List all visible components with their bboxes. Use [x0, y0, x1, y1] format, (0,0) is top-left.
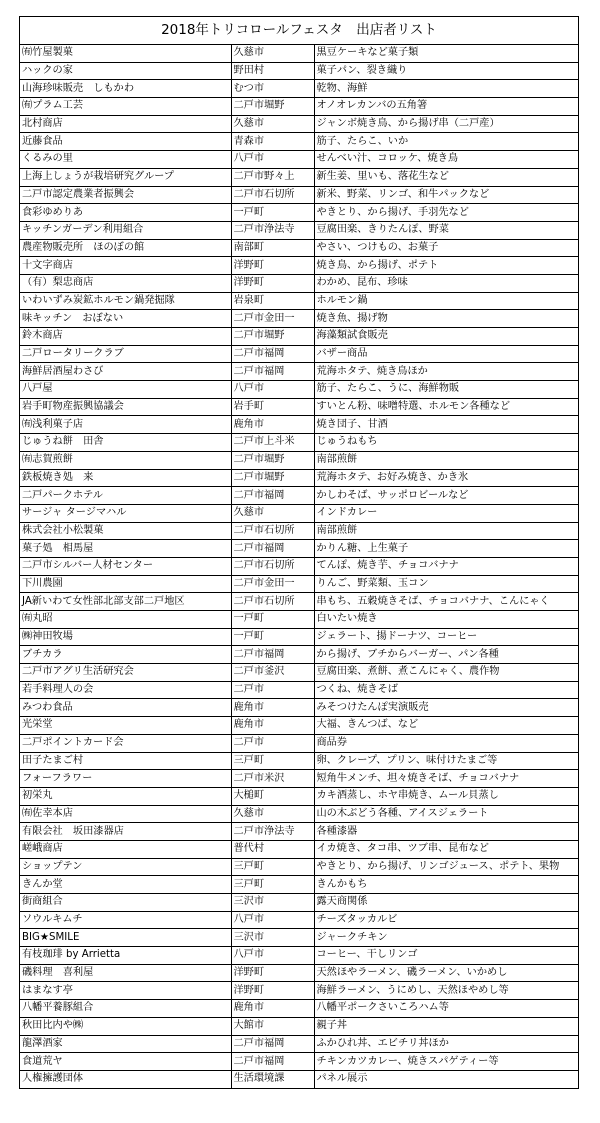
location-cell: 三戸町	[231, 876, 314, 894]
table-row	[20, 717, 578, 735]
products-cell: 親子丼	[314, 1017, 578, 1035]
vendor-name-cell: 秋田比内や㈱	[20, 1017, 231, 1035]
vendor-name-cell: 龍澤酒家	[20, 1035, 231, 1053]
table-row	[20, 1035, 578, 1053]
table-row	[20, 894, 578, 912]
location-cell: 二戸市福岡	[231, 540, 314, 558]
vendor-name-cell: 八幡平養豚組合	[20, 1000, 231, 1018]
products-cell: やきとり、から揚げ、リンゴジュース、ポテト、果物	[314, 858, 578, 876]
location-cell: 二戸市上斗米	[231, 434, 314, 452]
table-row	[20, 469, 578, 487]
location-cell: 洋野町	[231, 964, 314, 982]
table-row	[20, 858, 578, 876]
products-cell: きんかもち	[314, 876, 578, 894]
vendor-name-cell: JA新いわて女性部北部支部二戸地区	[20, 593, 231, 611]
vendor-name-cell: 有枝珈琲 by Arrietta	[20, 947, 231, 965]
location-cell: 生活環境課	[231, 1070, 314, 1087]
location-cell: 岩手町	[231, 398, 314, 416]
vendor-name-cell: 二戸パークホテル	[20, 487, 231, 505]
vendor-name-cell: 北村商店	[20, 115, 231, 133]
location-cell: 二戸市釜沢	[231, 664, 314, 682]
table-row	[20, 310, 578, 328]
vendor-name-cell: フォーフラワー	[20, 770, 231, 788]
products-cell: カキ酒蒸し、ホヤ串焼き、ムール貝蒸し	[314, 787, 578, 805]
products-cell: パネル展示	[314, 1070, 578, 1087]
location-cell: 三沢市	[231, 894, 314, 912]
location-cell: 久慈市	[231, 115, 314, 133]
vendor-name-cell: 近藤食品	[20, 133, 231, 151]
products-cell: 海鮮ラーメン、うにめし、天然ほやめし等	[314, 982, 578, 1000]
location-cell: 二戸市石切所	[231, 557, 314, 575]
table-row	[20, 239, 578, 257]
products-cell: インドカレー	[314, 504, 578, 522]
table-row	[20, 929, 578, 947]
table-row	[20, 45, 578, 62]
products-cell: チーズタッカルビ	[314, 911, 578, 929]
vendor-list-sheet	[19, 16, 579, 1089]
table-row	[20, 363, 578, 381]
table-row	[20, 964, 578, 982]
products-cell: 天然ほやラーメン、磯ラーメン、いかめし	[314, 964, 578, 982]
vendor-name-cell: 山海珍味販売 しもかわ	[20, 80, 231, 98]
vendor-name-cell: 鉄板焼き処 来	[20, 469, 231, 487]
table-row	[20, 699, 578, 717]
location-cell: 久慈市	[231, 504, 314, 522]
vendor-name-cell: ㈲浅利菓子店	[20, 416, 231, 434]
vendor-name-cell: ブチカラ	[20, 646, 231, 664]
location-cell: 二戸市福岡	[231, 345, 314, 363]
vendor-name-cell: 二戸ロータリークラブ	[20, 345, 231, 363]
vendor-name-cell: 食道荒ヤ	[20, 1053, 231, 1071]
location-cell: 岩泉町	[231, 292, 314, 310]
location-cell: 三戸町	[231, 858, 314, 876]
table-row	[20, 982, 578, 1000]
vendor-name-cell: 上海上しょうが栽培研究グループ	[20, 168, 231, 186]
vendor-name-cell: みつわ食品	[20, 699, 231, 717]
vendor-name-cell: ㈲プラム工芸	[20, 98, 231, 116]
table-row	[20, 805, 578, 823]
table-row	[20, 646, 578, 664]
table-row	[20, 151, 578, 169]
table-row	[20, 504, 578, 522]
location-cell: 二戸市石切所	[231, 593, 314, 611]
products-cell: ジャークチキン	[314, 929, 578, 947]
vendor-name-cell: ㈲志賀煎餅	[20, 451, 231, 469]
vendor-name-cell: 農産物販売所 ほのぼの館	[20, 239, 231, 257]
products-cell: 商品券	[314, 734, 578, 752]
vendor-name-cell: きんか堂	[20, 876, 231, 894]
products-cell: すいとん粉、味噌特選、ホルモン各種など	[314, 398, 578, 416]
vendor-name-cell: （有）梨忠商店	[20, 274, 231, 292]
vendor-name-cell: 二戸市アグリ生活研究会	[20, 664, 231, 682]
table-row	[20, 98, 578, 116]
vendor-name-cell: くるみの里	[20, 151, 231, 169]
table-row	[20, 1017, 578, 1035]
location-cell: 久慈市	[231, 45, 314, 62]
vendor-name-cell: ㈲佐幸本店	[20, 805, 231, 823]
location-cell: 二戸市堀野	[231, 328, 314, 346]
table-row	[20, 62, 578, 80]
location-cell: 普代村	[231, 840, 314, 858]
vendor-name-cell: 二戸市シルバー人材センター	[20, 557, 231, 575]
products-cell: バザー商品	[314, 345, 578, 363]
products-cell: 筋子、たらこ、いか	[314, 133, 578, 151]
table-row	[20, 186, 578, 204]
products-cell: てんぽ、焼き芋、チョコバナナ	[314, 557, 578, 575]
vendor-name-cell: 鈴木商店	[20, 328, 231, 346]
location-cell: 二戸市福岡	[231, 1053, 314, 1071]
location-cell: 鹿角市	[231, 717, 314, 735]
table-row	[20, 876, 578, 894]
location-cell: 野田村	[231, 62, 314, 80]
products-cell: チキンカツカレー、焼きスパゲティー等	[314, 1053, 578, 1071]
products-cell: ジャンボ焼き鳥、から揚げ串（二戸産）	[314, 115, 578, 133]
table-row	[20, 1070, 578, 1087]
products-cell: オノオレカンバの五角箸	[314, 98, 578, 116]
table-row	[20, 593, 578, 611]
location-cell: 二戸市浄法寺	[231, 823, 314, 841]
location-cell: 二戸市米沢	[231, 770, 314, 788]
products-cell: つくね、焼きそば	[314, 681, 578, 699]
table-row	[20, 611, 578, 629]
products-cell: 串もち、五穀焼きそば、チョコバナナ、こんにゃく	[314, 593, 578, 611]
location-cell: 二戸市堀野	[231, 451, 314, 469]
vendor-name-cell: ㈱神田牧場	[20, 628, 231, 646]
table-row	[20, 823, 578, 841]
vendor-name-cell: 有限会社 坂田漆器店	[20, 823, 231, 841]
table-row	[20, 911, 578, 929]
products-cell: 山の木ぶどう各種、アイスジェラート	[314, 805, 578, 823]
location-cell: 二戸市福岡	[231, 487, 314, 505]
vendor-name-cell: じゅうね餅 田舎	[20, 434, 231, 452]
vendor-name-cell: 味キッチン おぼない	[20, 310, 231, 328]
list-title: 2018年トリコロールフェスタ 出店者リスト	[20, 17, 578, 45]
location-cell: 八戸市	[231, 381, 314, 399]
vendor-name-cell: ㈲竹屋製菓	[20, 45, 231, 62]
vendor-name-cell: 岩手町物産振興協議会	[20, 398, 231, 416]
products-cell: 黒豆ケーキなど菓子類	[314, 45, 578, 62]
location-cell: 洋野町	[231, 274, 314, 292]
products-cell: コーヒー、干しリンゴ	[314, 947, 578, 965]
products-cell: 大福、きんつば、など	[314, 717, 578, 735]
vendor-name-cell: 街商組合	[20, 894, 231, 912]
products-cell: 焼き魚、揚げ物	[314, 310, 578, 328]
location-cell: 二戸市浄法寺	[231, 221, 314, 239]
vendor-name-cell: BIG★SMILE	[20, 929, 231, 947]
table-row	[20, 681, 578, 699]
table-row	[20, 328, 578, 346]
vendor-name-cell: 下川農園	[20, 575, 231, 593]
table-row	[20, 628, 578, 646]
products-cell: 焼き団子、甘酒	[314, 416, 578, 434]
table-row	[20, 787, 578, 805]
location-cell: 鹿角市	[231, 416, 314, 434]
vendor-table	[20, 45, 578, 1088]
location-cell: 一戸町	[231, 611, 314, 629]
vendor-name-cell: 二戸市認定農業者振興会	[20, 186, 231, 204]
products-cell: 卵、クレープ、プリン、味付けたまご等	[314, 752, 578, 770]
products-cell: ジェラート、揚ドーナツ、コーヒー	[314, 628, 578, 646]
table-row	[20, 947, 578, 965]
vendor-name-cell: 磯料理 喜利屋	[20, 964, 231, 982]
vendor-name-cell: ハックの家	[20, 62, 231, 80]
vendor-name-cell: ショップテン	[20, 858, 231, 876]
table-row	[20, 664, 578, 682]
products-cell: 菓子パン、裂き織り	[314, 62, 578, 80]
vendor-name-cell: 田子たまご村	[20, 752, 231, 770]
products-cell: 荒海ホタテ、焼き鳥ほか	[314, 363, 578, 381]
products-cell: イカ焼き、タコ串、ツブ串、昆布など	[314, 840, 578, 858]
products-cell: 豆腐田楽、煮餅、煮こんにゃく、農作物	[314, 664, 578, 682]
location-cell: 一戸町	[231, 628, 314, 646]
products-cell: かりん糖、上生菓子	[314, 540, 578, 558]
location-cell: 二戸市堀野	[231, 469, 314, 487]
vendor-name-cell: 八戸屋	[20, 381, 231, 399]
table-row	[20, 434, 578, 452]
location-cell: 一戸町	[231, 204, 314, 222]
vendor-name-cell: はまなす亭	[20, 982, 231, 1000]
products-cell: 荒海ホタテ、お好み焼き、かき氷	[314, 469, 578, 487]
products-cell: 白いたい焼き	[314, 611, 578, 629]
products-cell: 八幡平ポークさいころハム等	[314, 1000, 578, 1018]
location-cell: 二戸市石切所	[231, 522, 314, 540]
location-cell: 二戸市福岡	[231, 646, 314, 664]
products-cell: みそつけたんぽ実演販売	[314, 699, 578, 717]
vendor-table-body	[20, 45, 578, 1088]
location-cell: 八戸市	[231, 947, 314, 965]
products-cell: 各種漆器	[314, 823, 578, 841]
products-cell: 豆腐田楽、きりたんぽ、野菜	[314, 221, 578, 239]
table-row	[20, 257, 578, 275]
products-cell: 筋子、たらこ、うに、海鮮物販	[314, 381, 578, 399]
products-cell: りんご、野菜類、玉コン	[314, 575, 578, 593]
table-row	[20, 133, 578, 151]
table-row	[20, 221, 578, 239]
location-cell: 三戸町	[231, 752, 314, 770]
location-cell: 大槌町	[231, 787, 314, 805]
products-cell: 南部煎餅	[314, 451, 578, 469]
products-cell: 露天商関係	[314, 894, 578, 912]
table-row	[20, 274, 578, 292]
table-row	[20, 80, 578, 98]
location-cell: 二戸市野々上	[231, 168, 314, 186]
table-row	[20, 557, 578, 575]
table-row	[20, 204, 578, 222]
location-cell: 鹿角市	[231, 1000, 314, 1018]
table-row	[20, 840, 578, 858]
table-row	[20, 345, 578, 363]
table-row	[20, 575, 578, 593]
location-cell: むつ市	[231, 80, 314, 98]
location-cell: 二戸市金田一	[231, 575, 314, 593]
table-row	[20, 115, 578, 133]
products-cell: やさい、つけもの、お菓子	[314, 239, 578, 257]
table-row	[20, 522, 578, 540]
products-cell: 新米、野菜、リンゴ、和牛パックなど	[314, 186, 578, 204]
vendor-name-cell: 若手料理人の会	[20, 681, 231, 699]
products-cell: ホルモン鍋	[314, 292, 578, 310]
products-cell: 焼き鳥、から揚げ、ポテト	[314, 257, 578, 275]
vendor-name-cell: 菓子処 相馬屋	[20, 540, 231, 558]
location-cell: 南部町	[231, 239, 314, 257]
location-cell: 二戸市福岡	[231, 1035, 314, 1053]
vendor-name-cell: いわいずみ炭鉱ホルモン鍋発掘隊	[20, 292, 231, 310]
location-cell: 洋野町	[231, 982, 314, 1000]
location-cell: 八戸市	[231, 911, 314, 929]
vendor-name-cell: 食彩ゆめりあ	[20, 204, 231, 222]
table-row	[20, 487, 578, 505]
location-cell: 二戸市	[231, 734, 314, 752]
vendor-name-cell: ソウルキムチ	[20, 911, 231, 929]
table-row	[20, 381, 578, 399]
vendor-name-cell: 嵯峨商店	[20, 840, 231, 858]
table-row	[20, 451, 578, 469]
location-cell: 青森市	[231, 133, 314, 151]
vendor-name-cell: 株式会社小松製菓	[20, 522, 231, 540]
table-row	[20, 292, 578, 310]
products-cell: 短角牛メンチ、坦々焼きそば、チョコバナナ	[314, 770, 578, 788]
products-cell: 南部煎餅	[314, 522, 578, 540]
location-cell: 二戸市堀野	[231, 98, 314, 116]
location-cell: 二戸市金田一	[231, 310, 314, 328]
vendor-name-cell: 海鮮居酒屋わさび	[20, 363, 231, 381]
products-cell: 新生姜、里いも、落花生など	[314, 168, 578, 186]
table-row	[20, 1000, 578, 1018]
vendor-name-cell: キッチンガーデン利用組合	[20, 221, 231, 239]
location-cell: 三沢市	[231, 929, 314, 947]
products-cell: 海藻類試食販売	[314, 328, 578, 346]
vendor-name-cell: 光栄堂	[20, 717, 231, 735]
location-cell: 久慈市	[231, 805, 314, 823]
location-cell: 二戸市	[231, 681, 314, 699]
products-cell: せんべい汁、コロッケ、焼き鳥	[314, 151, 578, 169]
vendor-name-cell: 十文字商店	[20, 257, 231, 275]
products-cell: から揚げ、ブチからバーガー、パン各種	[314, 646, 578, 664]
vendor-name-cell: サージャ タージマハル	[20, 504, 231, 522]
vendor-name-cell: ㈲丸昭	[20, 611, 231, 629]
table-row	[20, 168, 578, 186]
vendor-name-cell: 人権擁護団体	[20, 1070, 231, 1087]
table-row	[20, 770, 578, 788]
products-cell: 乾物、海鮮	[314, 80, 578, 98]
table-row	[20, 734, 578, 752]
location-cell: 八戸市	[231, 151, 314, 169]
location-cell: 二戸市石切所	[231, 186, 314, 204]
vendor-name-cell: 二戸ポイントカード会	[20, 734, 231, 752]
location-cell: 大館市	[231, 1017, 314, 1035]
location-cell: 二戸市福岡	[231, 363, 314, 381]
location-cell: 鹿角市	[231, 699, 314, 717]
table-row	[20, 540, 578, 558]
products-cell: じゅうねもち	[314, 434, 578, 452]
vendor-name-cell: 初栄丸	[20, 787, 231, 805]
table-row	[20, 1053, 578, 1071]
products-cell: やきとり、から揚げ、手羽先など	[314, 204, 578, 222]
products-cell: ふかひれ丼、エビチリ丼ほか	[314, 1035, 578, 1053]
products-cell: わかめ、昆布、珍味	[314, 274, 578, 292]
table-row	[20, 416, 578, 434]
location-cell: 洋野町	[231, 257, 314, 275]
products-cell: かしわそば、サッポロビールなど	[314, 487, 578, 505]
table-row	[20, 398, 578, 416]
table-row	[20, 752, 578, 770]
